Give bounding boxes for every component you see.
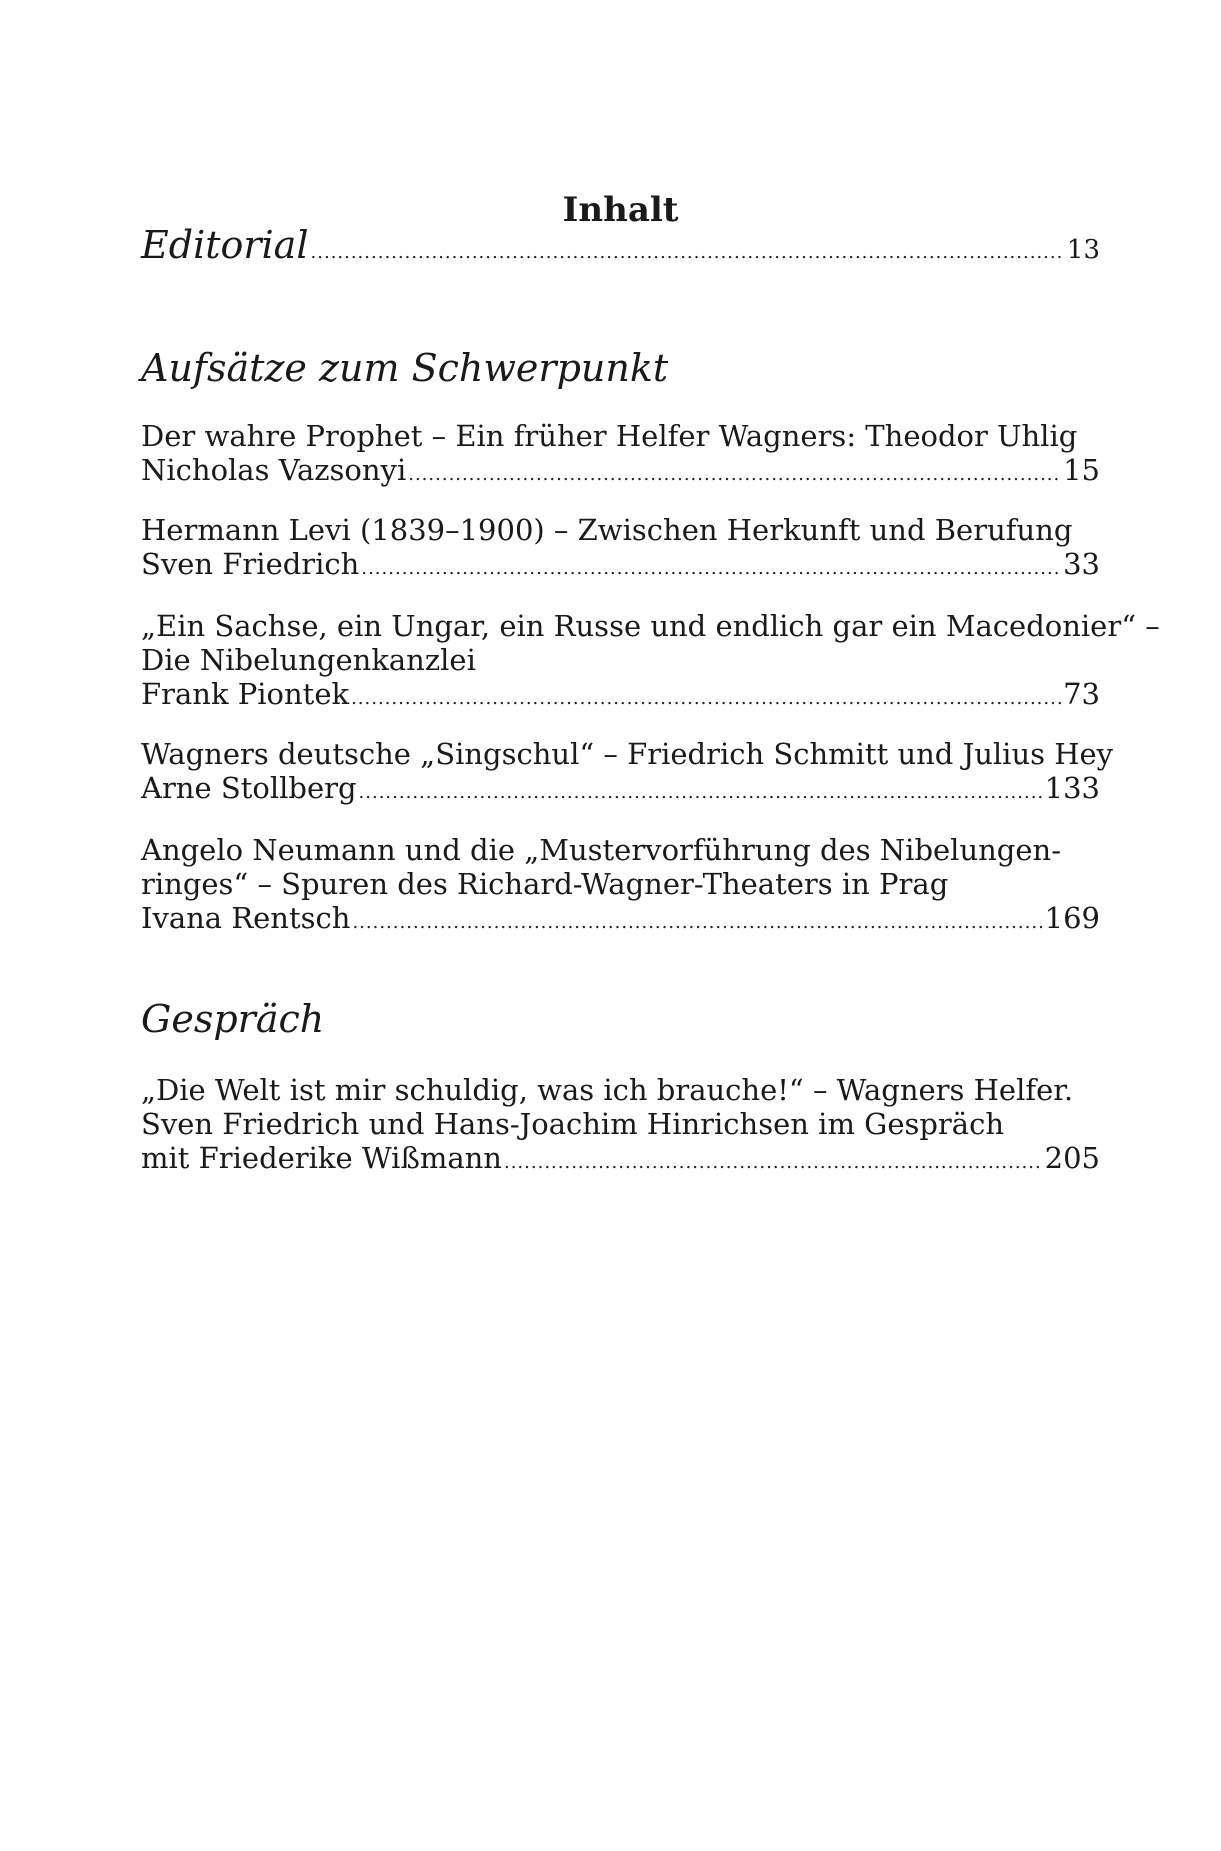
toc-entry-author: Arne Stollberg	[141, 771, 357, 805]
toc-entry-title-continued[interactable]: ringes“ – Spuren des Richard-Wagner-Theaters in Prag	[141, 867, 949, 901]
dot-leader	[361, 546, 1061, 587]
toc-page	[141, 0, 1160, 1851]
section-heading: Aufsätze zum Schwerpunkt	[141, 346, 669, 390]
toc-entry-author-row[interactable]	[141, 900, 1100, 941]
toc-entry-title[interactable]: „Ein Sachse, ein Ungar, ein Russe und endlich gar ein Macedonier“ –	[141, 609, 1160, 643]
section-heading: Gespräch	[141, 997, 325, 1041]
toc-entry-author-row[interactable]	[141, 546, 1100, 587]
toc-entry-title[interactable]: Hermann Levi (1839–1900) – Zwischen Herkunft und Berufung	[141, 513, 1073, 547]
page-title: Inhalt	[562, 190, 679, 230]
toc-entry-author-row[interactable]	[141, 1140, 1100, 1181]
toc-entry-title[interactable]: Angelo Neumann und die „Mustervorführung des Nibelungen-	[141, 833, 1062, 867]
toc-page-number: 33	[1063, 547, 1100, 581]
toc-entry-title[interactable]: Der wahre Prophet – Ein früher Helfer Wagners: Theodor Uhlig	[141, 419, 1078, 453]
toc-entry-author: Sven Friedrich	[141, 547, 360, 581]
toc-entry-author: mit Friederike Wißmann	[141, 1141, 502, 1175]
toc-entry-title-continued[interactable]: Sven Friedrich und Hans-Joachim Hinrichsen im Gespräch	[141, 1107, 1005, 1141]
toc-page-number: 15	[1063, 453, 1100, 487]
dot-leader	[408, 452, 1061, 493]
toc-entry-title-continued[interactable]: Die Nibelungenkanzlei	[141, 643, 476, 677]
toc-entry-title[interactable]: „Die Welt ist mir schuldig, was ich brauche!“ – Wagners Helfer.	[141, 1073, 1074, 1107]
toc-entry-author: Nicholas Vazsonyi	[141, 453, 407, 487]
toc-entry-title[interactable]: Wagners deutsche „Singschul“ – Friedrich Schmitt und Julius Hey	[141, 737, 1114, 771]
dot-leader	[352, 900, 1042, 941]
toc-entry-author-row[interactable]	[141, 676, 1100, 717]
toc-entry-editorial[interactable]	[141, 222, 1100, 276]
toc-entry-author-row[interactable]	[141, 770, 1100, 811]
toc-entry-author: Frank Piontek	[141, 677, 350, 711]
dot-leader	[359, 770, 1043, 811]
dot-leader	[311, 222, 1065, 276]
dot-leader	[351, 676, 1061, 717]
dot-leader	[504, 1140, 1043, 1181]
toc-entry-label: Editorial	[141, 223, 309, 267]
toc-page-number: 13	[1066, 235, 1100, 265]
toc-page-number: 73	[1063, 677, 1100, 711]
toc-page-number: 169	[1044, 901, 1100, 935]
toc-page-number: 133	[1044, 771, 1100, 805]
toc-entry-author: Ivana Rentsch	[141, 901, 351, 935]
toc-page-number: 205	[1044, 1141, 1100, 1175]
toc-entry-author-row[interactable]	[141, 452, 1100, 493]
